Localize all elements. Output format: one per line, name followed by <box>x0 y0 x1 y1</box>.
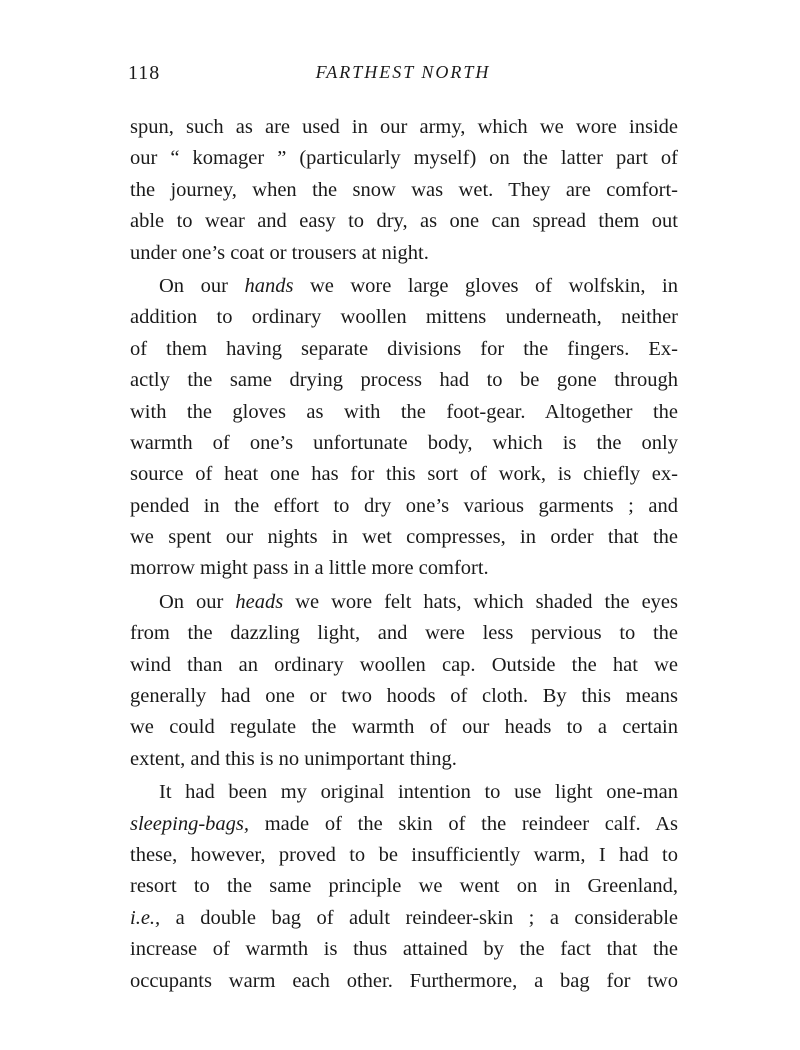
text-line <box>130 522 678 553</box>
text-line <box>130 650 678 681</box>
italic-term: hands <box>244 274 294 297</box>
text-line <box>130 587 678 618</box>
text-line <box>130 934 678 965</box>
text-segment: generally had one or two hoods of cloth. By this means <box>130 685 678 708</box>
text-line <box>130 491 678 522</box>
paragraph <box>130 271 678 585</box>
text-segment: able to wear and easy to dry, as one can spread them out <box>130 210 678 233</box>
text-segment: we could regulate the warmth of our heads to a certain <box>130 716 678 739</box>
paragraph <box>130 587 678 775</box>
text-line <box>130 271 678 302</box>
text-segment: these, however, proved to be insufficiently warm, I had to <box>130 843 678 866</box>
text-line <box>130 238 678 269</box>
text-line <box>130 681 678 712</box>
text-line <box>130 143 678 174</box>
text-segment: we wore felt hats, which shaded the eyes <box>283 590 678 613</box>
text-segment: It had been my original intention to use light one-man <box>159 781 678 804</box>
text-line <box>130 459 678 490</box>
body-text <box>130 112 678 997</box>
text-segment: with the gloves as with the foot-gear. Altogether the <box>130 400 678 423</box>
italic-term: i.e., <box>130 906 161 929</box>
text-line <box>130 618 678 649</box>
text-segment: under one’s coat or trousers at night. <box>130 241 429 264</box>
text-line <box>130 302 678 333</box>
text-line <box>130 365 678 396</box>
text-line <box>130 809 678 840</box>
text-segment: extent, and this is no unimportant thing. <box>130 747 457 770</box>
page-number: 118 <box>128 62 161 84</box>
text-line <box>130 903 678 934</box>
running-head <box>128 62 678 90</box>
text-line <box>130 397 678 428</box>
text-segment: spun, such as are used in our army, which we wore inside <box>130 116 678 138</box>
text-segment: the journey, when the snow was wet. They are comfort- <box>130 178 678 201</box>
text-segment: of them having separate divisions for the fingers. Ex- <box>130 337 678 360</box>
text-segment: from the dazzling light, and were less pervious to the <box>130 622 678 645</box>
text-segment: actly the same drying process had to be gone through <box>130 369 678 392</box>
text-segment: morrow might pass in a little more comfort. <box>130 557 489 580</box>
text-line <box>130 871 678 902</box>
italic-term: sleeping-bags, <box>130 812 249 835</box>
paragraph <box>130 112 678 269</box>
text-line <box>130 112 678 143</box>
italic-term: heads <box>235 590 284 613</box>
text-segment: a double bag of adult reindeer-skin ; a considerable <box>160 906 678 929</box>
text-line <box>130 428 678 459</box>
text-segment: wind than an ordinary woollen cap. Outside the hat we <box>130 653 678 676</box>
text-segment: pended in the effort to dry one’s various garments ; and <box>130 494 678 517</box>
text-segment: addition to ordinary woollen mittens underneath, neither <box>130 306 678 329</box>
text-segment: On our <box>159 590 236 613</box>
text-segment: our “ komager ” (particularly myself) on the latter part of <box>130 147 678 170</box>
text-line <box>130 840 678 871</box>
text-segment: resort to the same principle we went on in Greenland, <box>130 875 678 898</box>
text-line <box>130 966 678 997</box>
text-line <box>130 334 678 365</box>
text-segment: made of the skin of the reindeer calf. As <box>249 812 678 835</box>
text-segment: we wore large gloves of wolfskin, in <box>293 274 678 297</box>
text-line <box>130 175 678 206</box>
running-title: FARTHEST NORTH <box>315 62 491 82</box>
text-segment: On our <box>159 274 245 297</box>
text-segment: increase of warmth is thus attained by the fact that the <box>130 938 678 961</box>
text-segment: occupants warm each other. Furthermore, a bag for two <box>130 969 678 992</box>
text-segment: warmth of one’s unfortunate body, which is the only <box>130 431 678 454</box>
text-line <box>130 777 678 808</box>
text-line <box>130 206 678 237</box>
text-line <box>130 712 678 743</box>
text-line <box>130 744 678 775</box>
text-segment: source of heat one has for this sort of work, is chiefly ex- <box>130 463 678 486</box>
paragraph <box>130 777 678 997</box>
text-segment: we spent our nights in wet compresses, in order that the <box>130 526 678 549</box>
text-line <box>130 553 678 584</box>
